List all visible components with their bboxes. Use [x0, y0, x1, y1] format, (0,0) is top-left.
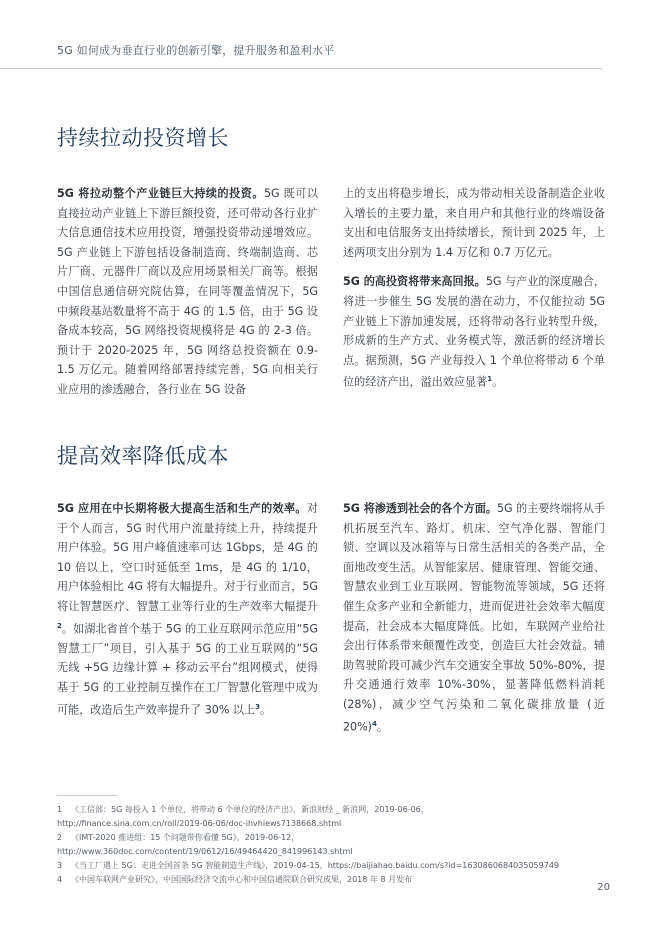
section-title-investment: 持续拉动投资增长 [57, 126, 229, 150]
lead-sentence: 5G 将渗透到社会的各个方面。 [343, 502, 497, 515]
footnote-1: 1 《工信部：5G 每投入 1 个单位，将带动 6 个单位的经济产出》，新浪财经 _ 新浪网，2019-06-06， [57, 805, 429, 814]
lead-sentence: 5G 将拉动整个产业链巨大持续的投资。 [57, 187, 264, 200]
footnote-ref[interactable]: 1 [487, 375, 493, 384]
section-2-right-column: 5G 将渗透到社会的各个方面。5G 的主要终端将从手机拓展至汽车、路灯、机床、空气净化器、智能门锁、空调以及冰箱等与日常生活相关的各类产品，全面地改变生活。从智能家居、健康管理、智能交通、智慧农业到工业互联网、智能物流等领域，5G 还将催生众多产业和全新能力，进而促进社会效率大幅度提高，社会成本大幅度降低。比如，车联网产业给社会出行体系带来颠覆性改变，创造巨大社会效益。辅助驾驶阶段可减少汽车交通安全事故 50%-80%，提升交通通行效率 10%-30%，显著降低燃料消耗 (28%)，减少空气污染和二氧化碳排放量 (近 20%)$^4$。 [343, 502, 605, 734]
lead-sentence: 5G 应用在中长期将极大提高生活和生产的效率。 [57, 502, 307, 515]
paragraph-text: 5G 与产业的深度融合，将进一步催生 5G 发展的潜在动力，不仅能拉动 5G 产业链上下游加速发展，还将带动各行业转型升级，形成新的生产方式、业务模式等，激活新的经济增长点。据预测，5G 产业每投入 1 个单位将带动 6 个单位的经济产出，溢出效应显著 [343, 275, 605, 390]
paragraph-text: 对于个人而言，5G 时代用户流量持续上升，持续提升用户体验。5G 用户峰值速率可达 1Gbps，是 4G 的 10 倍以上，空口时延低至 1ms，是 4G 的 1/10，用户体验相比 4G 将有大幅提升。对于行业而言，5G 将让智慧医疗、智慧工业等行业的生产效率大幅提升 [57, 502, 318, 613]
section-1-left-column [57, 184, 318, 410]
paragraph-text: 上的支出将稳步增长，成为带动相关设备制造企业收入增长的主要力量，来自用户和其他行业的终端设备支出和电信服务支出持续增长，预计到 2025 年，上述两项支出分别为 1.4 万亿和 0.7 万亿元。 [343, 187, 605, 259]
footnote-ref[interactable]: 2 [57, 621, 62, 630]
footnote-2-url[interactable]: http://www.360doc.com/content/19/0612/16/49464420_841996143.shtml [57, 847, 353, 856]
paragraph-text: 。如湖北省首个基于 5G 的工业互联网示范应用“5G 智慧工厂”项目，引入基于 5G 的工业互联网的“5G 无线 +5G 边缘计算 + 移动云平台”组网模式，使得基于 5G 的工业控制互操作在工厂智慧化管理中成为可能，改造后生产效率提升了 30% 以上 [57, 622, 318, 717]
footnote-divider [57, 795, 117, 796]
footnote-ref[interactable]: 4 [372, 719, 377, 728]
section-1-right-column: 上的支出将稳步增长，成为带动相关设备制造企业收入增长的主要力量，来自用户和其他行业的终端设备支出和电信服务支出持续增长，预计到 2025 年，上述两项支出分别为 1.4 万亿和 0.7 万亿元。 5G 的高投资将带来高回报。5G 与产业的深度融合，将进一步催生 5G 发展的潜在动力，不仅能拉动 5G 产业链上下游加速发展，还将带动各行业转型升级，形成新的生产方式、业务模式等，激活新的经济增长点。据预测，5G 产业每投入 1 个单位将带动 6 个单位的经济产出，溢出效应显著$^1$。 [343, 187, 605, 390]
footnotes [57, 803, 617, 887]
header-divider [0, 68, 602, 69]
running-header: 5G 如何成为垂直行业的创新引擎，提升服务和盈利水平 [57, 44, 335, 57]
section-2-left-column: 5G 应用在中长期将极大提高生活和生产的效率。对于个人而言，5G 时代用户流量持续上升，持续提升用户体验。5G 用户峰值速率可达 1Gbps，是 4G 的 10 倍以上，空口时延低至 1ms，是 4G 的 1/10，用户体验相比 4G 将有大幅提升。对于行业而言，5G 将让智慧医疗、智慧工业等行业的生产效率大幅提升$^2$。如湖北省首个基于 5G 的工业互联网示范应用“5G 智慧工厂”项目，引入基于 5G 的工业互联网的“5G 无线 +5G 边缘计算 + 移动云平台”组网模式，使得基于 5G 的工业控制互操作在工厂智慧化管理中成为可能，改造后生产效率提升了 30% 以上$^3$。 [57, 502, 318, 717]
footnote-3: 3 《当工厂遇上 5G：走进全国首条 5G 智能制造生产线》，2019-04-15，https://baijiahao.baidu.com/s?id=1630860684035059749 [57, 861, 559, 870]
footnote-ref[interactable]: 3 [255, 702, 260, 711]
footnote-1-url[interactable]: http://finance.sina.com.cn/roll/2019-06-06/doc-ihvhiews7138668.shtml [57, 819, 342, 828]
footnote-4: 4 《中国车联网产业研究》，中国国际经济交流中心和中国信通院联合研究成果，2018 年 8 月发布 [57, 875, 413, 884]
page-number: 20 [597, 882, 610, 893]
paragraph-text: 5G 的主要终端将从手机拓展至汽车、路灯、机床、空气净化器、智能门锁、空调以及冰箱等与日常生活相关的各类产品，全面地改变生活。从智能家居、健康管理、智能交通、智慧农业到工业互联网、智能物流等领域，5G 还将催生众多产业和全新能力，进而促进社会效率大幅度提高，社会成本大幅度降低。比如，车联网产业给社会出行体系带来颠覆性改变，创造巨大社会效益。辅助驾驶阶段可减少汽车交通安全事故 50%-80%，提升交通通行效率 10%-30%，显著降低燃料消耗 (28%)，减少空气污染和二氧化碳排放量 (近 20%) [343, 502, 605, 734]
section-title-efficiency: 提高效率降低成本 [57, 444, 229, 468]
lead-sentence: 5G 的高投资将带来高回报。 [343, 275, 486, 289]
footnote-2: 2 《IMT-2020 推进组：15 个问题带你看懂 5G》，2019-06-12， [57, 833, 300, 842]
paragraph-text: 5G 既可以直接拉动产业链上下游巨额投资，还可带动各行业扩大信息通信技术应用投资，增强投资带动递增效应。5G 产业链上下游包括设备制造商、终端制造商、芯片厂商、元器件厂商以及应用场景相关厂商等。根据中国信息通信研究院估算，在同等覆盖情况下，5G 中频段基站数量将不高于 4G 的 1.5 倍，由于 5G 设备成本较高，5G 网络投资规模将是 4G 的 2-3 倍。预计于 2020-2025 年，5G 网络总投资额在 0.9-1.5 万亿元。随着网络部署持续完善，5G 向相关行业应用的渗透融合，各行业在 5G 设备 [57, 187, 318, 396]
